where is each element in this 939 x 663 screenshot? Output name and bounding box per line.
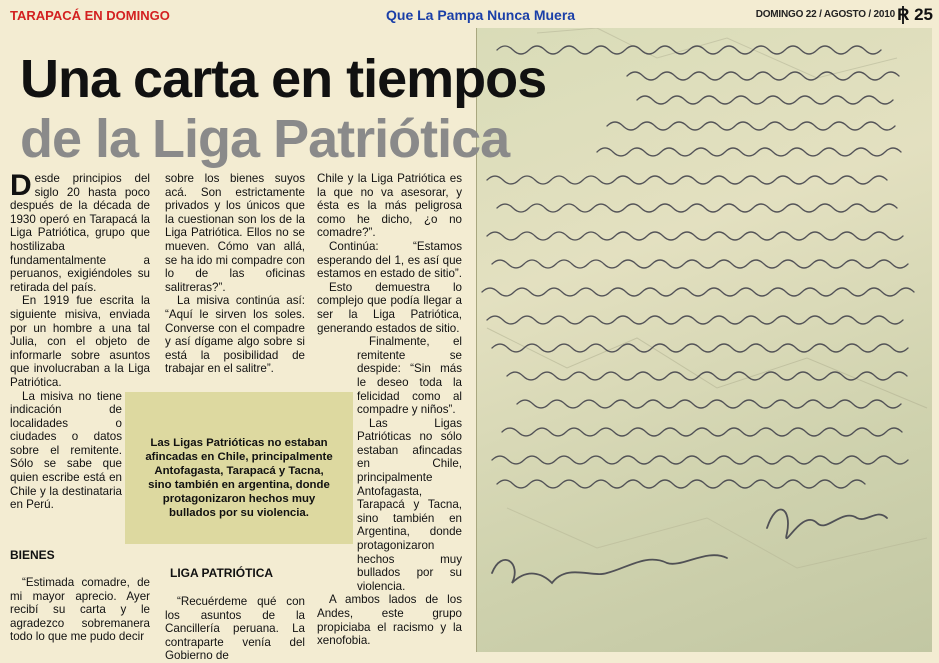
pull-quote: Las Ligas Patrióticas no estaban afincadas en Chile, principalmente Antofagasta, Tarapacá y Tacna, sino también en argentina, donde protagonizaron hechos muy bullados por su violencia. <box>125 392 353 544</box>
paragraph: La misiva no tiene indicación de localidades o ciudades o datos sobre el remitente. Sólo se sabe que quien escribe está en Chile y la destinataria en Perú. <box>10 389 122 512</box>
paragraph: “Recuérdeme qué con los asuntos de la Cancillería peruana. La contraparte venía del Gobierno de <box>165 595 305 663</box>
lead-paragraph: Desde principios del siglo 20 hasta poco después de la década de 1930 operó en Tarapacá la Liga Patriótica, grupo que hostilizaba fundamentalmente a peruanos, exigiéndoles su retirada del país. <box>10 169 150 294</box>
paragraph: La misiva continúa así: “Aquí le sirven los soles. Converse con el compadre y así dígame algo sobre si está la posibilidad de trabajar en el salitre”. <box>165 294 305 376</box>
headline-line-2: de la Liga Patriótica <box>20 109 510 169</box>
article-column-2-bottom <box>165 595 305 663</box>
article-column-1-bottom <box>10 576 150 644</box>
subhead-bienes: BIENES <box>10 548 55 562</box>
drop-cap: D <box>10 169 32 202</box>
paragraph: Esto demuestra lo complejo que podía llegar a ser la Liga Patriótica, generando estados de sitio. <box>317 280 462 335</box>
handwritten-letter-image <box>476 28 932 652</box>
letter-handwriting <box>477 28 932 652</box>
paragraph: Finalmente, el remitente se despide: “Sin más le deseo toda la felicidad como al compadre y niños”. <box>357 335 462 417</box>
paragraph: sobre los bienes suyos acá. Son estrictamente privados y los únicos que la cuestionan son los de la Liga Patriótica. Ellos no se mueven. Cómo van allá, se ha ido mi compadre con lo de las oficinas salitreras?”. <box>165 172 305 294</box>
paragraph: “Estimada comadre, de mi mayor aprecio. Ayer recibí su carta y le agradezco sobremanera todo lo que me pudo decir <box>10 576 150 644</box>
paragraph: Las Ligas Patrióticas no sólo estaban afincadas en Chile, principalmente Antofagasta, Tarapacá y Tacna, sino también en Argentina, donde protagonizaron hechos muy bullados por su violencia. <box>357 416 462 593</box>
series-name: Que La Pampa Nunca Muera <box>386 7 576 23</box>
page-header <box>0 0 939 28</box>
paragraph: Continúa: “Estamos esperando del 1, es así que estamos en estado de sitio”. <box>317 239 463 281</box>
paragraph: En 1919 fue escrita la siguiente misiva, enviada por un hombre a una tal Julia, con el objeto de informarle sobre asuntos que involucraban a la Liga Patriótica. <box>10 294 150 389</box>
section-name: TARAPACÁ EN DOMINGO <box>10 8 170 23</box>
article-column-2 <box>165 172 305 376</box>
paragraph: Chile y la Liga Patriótica es la que no va asesorar, y ésta es la más peligrosa como he dicho, ¿o no comadre?”. <box>317 172 462 240</box>
page-number: R 25 <box>897 5 933 24</box>
headline-line-1: Una carta en tiempos <box>20 49 547 109</box>
paragraph: A ambos lados de los Andes, este grupo propiciaba el racismo y la xenofobia. <box>317 593 462 648</box>
subhead-liga-patriotica: LIGA PATRIÓTICA <box>170 566 274 580</box>
issue-date: DOMINGO 22 / AGOSTO / 2010 <box>755 9 895 20</box>
